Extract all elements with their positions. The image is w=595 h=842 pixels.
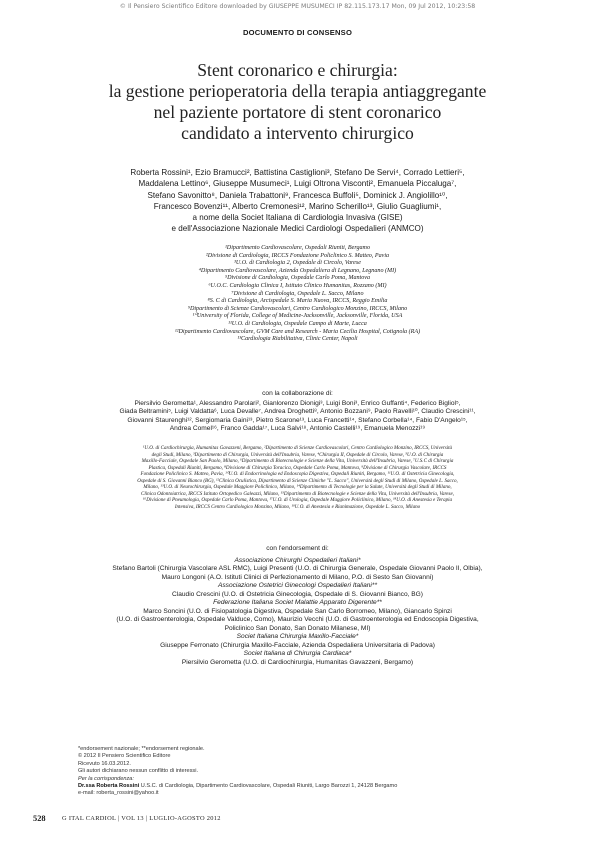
received-date: Ricevuto 16.03.2012. — [78, 760, 131, 767]
affiliation: ⁶U.O.C. Cardiologia Clinica I, Istituto Clinico Humanitas, Rozzano (MI) — [208, 282, 387, 289]
endorser-line: Marco Soncini (U.O. di Fisiopatologia Digestiva, Ospedale San Carlo Borromeo, Milano), Giancarlo Spinzi — [143, 607, 452, 615]
endorsement-heading: con l'endorsement di: — [266, 545, 329, 552]
endorsing-society: Federazione Italiana Societ Malattie Apparato Digerente** — [213, 599, 382, 606]
correspondence-address: U.S.C. di Cardiologia, Dipartimento Cardiovascolare, Ospedali Riuniti, Largo Barozzi 1, 24128 Bergamo — [139, 783, 398, 790]
title-line: Stent coronarico e chirurgia: — [197, 60, 398, 80]
endorser-line: Piersilvio Gerometta (U.O. di Cardiochirurgia, Humanitas Gavazzeni, Bergamo) — [181, 658, 414, 666]
endorsement-note: *endorsement nazionale; **endorsement regionale. — [78, 746, 205, 752]
correspondence-email: e-mail: roberta_rossini@yahoo.it — [78, 790, 159, 797]
collaborator-affiliation-line: Maxillo-Facciale, Ospedale San Paolo, Milano, ⁶Dipartimento di Biotecnologie e Scienze della Vita, Università dell'Insubria, Varese, ⁷U.S.C di Chirurgia — [141, 458, 454, 464]
affiliation: ¹¹U.O. di Cardiologia, Ospedale Campo di Marte, Lucca — [228, 320, 367, 327]
collaborator-affiliations — [58, 445, 537, 510]
page-footer — [0, 814, 595, 828]
endorser-line: (U.O. di Gastroenterologia, Ospedale Valduce, Como), Maurizio Vecchi (U.O. di Gastroenterologia ed Endoscopia Digestiva, — [116, 616, 479, 623]
endorser-line: Mauro Longoni (A.O. Istituti Clinici di Perfezionamento di Milano, P.O. di Sesto San Giovanni) — [161, 573, 434, 581]
author-line: Maddalena Lettino⁶, Giuseppe Musumeci¹, Luigi Oltrona Visconti², Emanuela Piccaluga⁷, — [138, 179, 457, 189]
affiliation: ¹³Cardiologia Riabilitativa, Clinic Center, Napoli — [237, 336, 358, 343]
endorser-line: Claudio Crescini (U.O. di Ostetricia Ginecologia, Ospedale di S. Giovanni Bianco, BG) — [171, 590, 424, 598]
endorsing-society: Associazione Chirurghi Ospedalieri Italiani* — [234, 556, 361, 564]
correspondence-line — [78, 783, 518, 790]
author-line: Francesco Bovenzi¹¹, Alberto Cremonesi¹², Marino Scherillo¹³, Giulio Guagliumi¹, — [153, 201, 442, 211]
affiliation: ⁴Dipartimento Cardiovascolare, Azienda Ospedaliera di Legnano, Legnano (MI) — [198, 267, 397, 274]
conflict-statement: Gli autori dichiarano nessun conflitto di interessi. — [78, 768, 199, 775]
author-list — [40, 167, 555, 235]
author-line: e dell'Associazione Nazionale Medici Cardiologi Ospedalieri (ANMCO) — [171, 224, 424, 234]
collaborator-line: Giada Beltramini⁵, Luigi Valdatta⁶, Luca Devalle⁷, Andrea Droghetti⁸, Antonio Bozzani⁹, Paolo Ravelli¹⁰, Claudio Crescini¹¹, — [119, 408, 476, 416]
collaborator-affiliation-line: Clinica Odontoiatrica, IRCCS Istituto Ortopedico Galeazzi, Milano, ¹⁵Dipartimento di Biotecnologie e Scienze della Vita, Università dell'Insubria, Varese, — [140, 490, 454, 497]
collaborator-affiliation-line: Ospedale di S. Giovanni Bianco (BG), ¹²Clinica Oculistica, Dipartimento di Scienze Cliniche "L. Sacco", Università degli Studi di Milano, Ospedale L. Sacco, — [137, 477, 458, 484]
author-line: Stefano Savonitto⁸, Daniela Trabattoni⁹, Francesca Buffoli⁵, Dominick J. Angiolillo¹⁰, — [147, 190, 448, 200]
affiliation: ¹²Dipartimento Cardiovascolare, GVM Care and Research - Maria Cecilia Hospital, Cotignola (RA) — [174, 328, 421, 335]
affiliation: ⁸S. C di Cardiologia, Arcispedale S. Maria Nuova, IRCCS, Reggio Emilia — [207, 298, 388, 305]
collaborator-line: Piersilvio Gerometta¹, Alessandro Parolari², Gianlorenzo Dionigi³, Luigi Boni³, Enrico Guffanti⁴, Federico Bigliol⁵, — [134, 400, 461, 407]
affiliation: ⁷Divisione di Cardiologia, Ospedale L. Sacco, Milano — [231, 290, 364, 297]
collaborator-affiliation-line: Milano, ¹³U.O. di Neurochirurgia, Ospedale Maggiore Policlinico, Milano, ¹⁴Dipartimento di Tecnologie per la Salute, Università degli Studi di Milano, — [143, 484, 452, 490]
document-type-label: DOCUMENTO DI CONSENSO — [242, 28, 353, 37]
endorsing-society: Societ Italiana Chirurgia Maxillo-Facciale* — [236, 633, 359, 640]
author-line: Roberta Rossini¹, Ezio Bramucci², Battistina Castiglioni³, Stefano De Servi⁴, Corrado Lettieri⁵, — [130, 168, 465, 177]
endorser-line: Policlinico San Donato, San Donato Milanese, MI) — [224, 624, 371, 632]
copyright-note: © 2012 Il Pensiero Scientifico Editore — [78, 753, 171, 760]
page-number: 528 — [33, 814, 46, 823]
affiliation: ⁵Divisione di Cardiologia, Ospedale Carlo Poma, Mantova — [224, 275, 371, 282]
author-affiliations — [40, 245, 555, 344]
collaborator-list — [60, 400, 535, 434]
affiliation: ¹⁰University of Florida, College of Medicine-Jacksonville, Jacksonville, Florida, USA — [192, 313, 403, 320]
endorsement-section — [40, 545, 555, 667]
affiliation: ²Divisione di Cardiologia, IRCCS Fondazione Policlinico S. Matteo, Pavia — [205, 252, 390, 259]
download-watermark: © Il Pensiero Scientifico Editore downloaded by GIUSEPPE MUSUMECI IP 82.115.173.17 Mon, 09 Jul 2012, 10:23:58 — [119, 3, 476, 10]
collaborator-affiliation-line: Intensiva, IRCCS Centro Cardiologico Monzino, Milano, ¹⁹U.O. di Anestesia e Rianimazione, Ospedale L. Sacco, Milano — [174, 503, 421, 510]
collaborator-affiliation-line: ¹⁶Divisione di Pneumologia, Ospedale Carlo Poma, Mantova, ¹⁷U.O. di Urologia, Ospedale Maggiore Policlinico, Milano, ¹⁸U.O. di Anestesia e Terapia — [142, 497, 453, 503]
footnotes — [78, 746, 518, 798]
correspondence-name: Dr.ssa Roberta Rossini — [78, 783, 140, 790]
affiliation: ⁹Dipartimento di Scienze Cardiovascolari, Centro Cardiologico Monzino, IRCCS, Milano — [187, 305, 408, 312]
title-line: candidato a intervento chirurgico — [181, 123, 414, 143]
author-line: a nome della Societ Italiana di Cardiologia Invasiva (GISE) — [192, 213, 403, 223]
endorsing-society: Societ Italiana di Chirurgia Cardiaca* — [243, 650, 352, 657]
collaborator-affiliation-line: degli Studi, Milano, ³Dipartimento di Chirurgia, Università dell'Insubria, Varese, ⁴Chirurgia II, Ospedale di Circolo, Varese, ⁵U.O. di Chirurgia — [151, 451, 444, 458]
title-line: nel paziente portatore di stent coronarico — [153, 102, 442, 122]
endorsing-society: Associazione Ostetrici Ginecologi Ospedalieri Italiani** — [217, 582, 378, 589]
collaborator-line: Andrea Comel¹⁶, Franco Gadda¹⁷, Luca Salvi¹⁸, Antonio Castelli¹⁹, Emanuela Menozzi¹⁹ — [169, 425, 426, 433]
endorser-line: Stefano Bartoli (Chirurgia Vascolare ASL RMC), Luigi Presenti (U.O. di Chirurgia Generale, Ospedale Giovanni Paolo II, Olbia), — [112, 565, 483, 572]
affiliation: ¹Dipartimento Cardiovascolare, Ospedali Riuniti, Bergamo — [224, 245, 371, 251]
collaborator-line: Giovanni Staurenghi¹², Sergiomaria Gaini¹³, Pietro Scarone¹³, Luca Francetti¹⁴, Stefano Corbella¹⁴, Fabio D'Angelo¹⁵, — [127, 416, 468, 424]
collaborator-affiliation-line: Plastica, Ospedali Riuniti, Bergamo, ⁸Divisione di Chirurgia Toracica, Ospedale Carlo Poma, Mantova, ⁹Divisione di Chirurgia Vascolare, IRCCS — [148, 464, 447, 471]
collaboration-heading: con la collaborazione di: — [262, 390, 333, 397]
affiliation: ³U.O. di Cardiologia 2, Ospedale di Circolo, Varese — [234, 260, 361, 267]
journal-reference: G ITAL CARDIOL | VOL 13 | LUGLIO-AGOSTO 2012 — [62, 815, 221, 822]
collaborator-affiliation-line: ¹U.O. di Cardiochirurgia, Humanitas Gavazzeni, Bergamo, ²Dipartimento di Scienze Cardiovascolari, Centro Cardiologico Monzino, IRCCS, Università — [142, 445, 453, 451]
endorser-line: Giuseppe Ferronato (Chirurgia Maxillo-Facciale, Azienda Ospedaliera Universitaria di Padova) — [160, 641, 435, 649]
article-title — [40, 60, 555, 144]
collaborator-affiliation-line: Fondazione Policlinico S. Matteo, Pavia, ¹⁰U.O. di Endocrinologia ed Endoscopia Digestiva, Ospedali Riuniti, Bergamo, ¹¹U.O. di Ostetricia Ginecologia, — [140, 471, 455, 477]
title-line: la gestione perioperatoria della terapia antiaggregante — [108, 81, 487, 101]
correspondence-label: Per la corrispondenza: — [78, 775, 134, 782]
